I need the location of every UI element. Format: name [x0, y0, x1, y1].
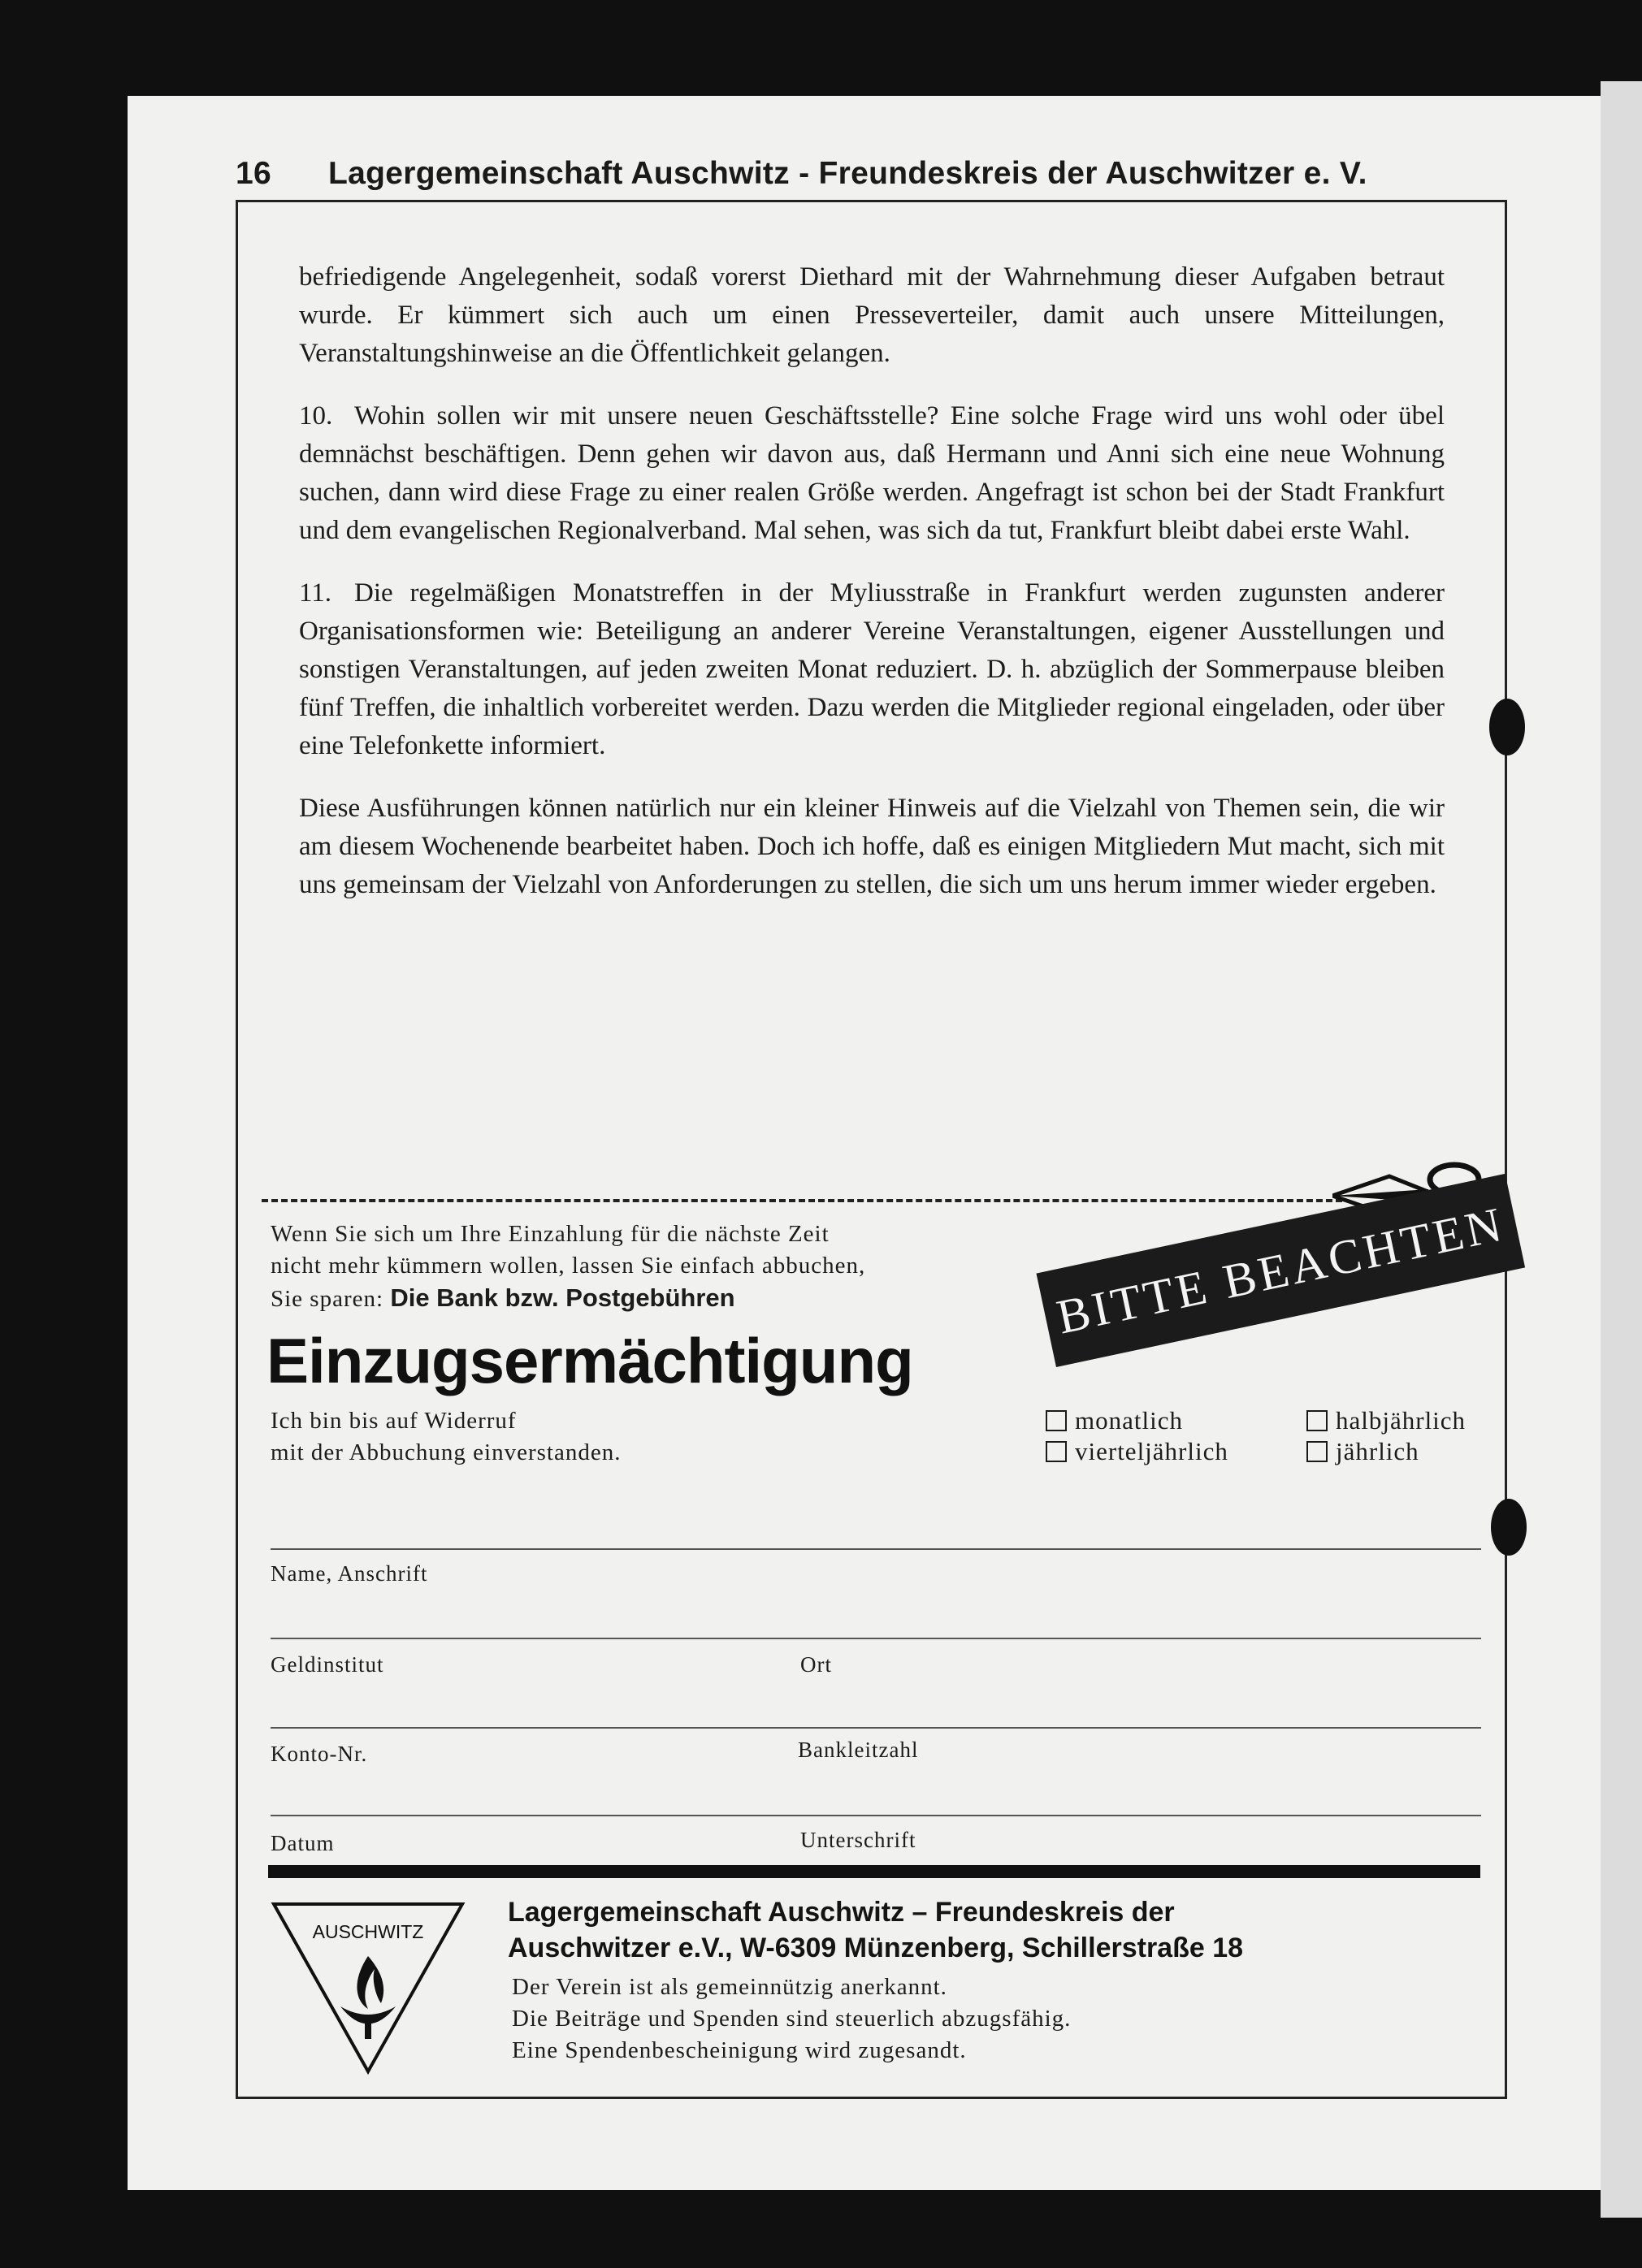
option-label: jährlich	[1336, 1437, 1419, 1465]
account-field-line[interactable]	[271, 1727, 1481, 1729]
checkbox[interactable]	[1306, 1410, 1328, 1431]
paragraph-closing: Diese Ausführungen können natürlich nur ein kleiner Hinweis auf die Vielzahl von Themen sein, die wir am diesem Wochenende bearbeitet haben. Doch ich hoffe, daß es einigen Mitgliedern Mut macht, sich mit uns gemeinsam der Vielzahl von Anforderungen zu stellen, die sich um uns herum immer wieder ergeben.	[299, 794, 1445, 899]
consent-text	[271, 1405, 758, 1469]
org-line-2: Auschwitzer e.V., W-6309 Münzenberg, Schillerstraße 18	[508, 1933, 1244, 1963]
option-quarterly[interactable]	[1046, 1437, 1228, 1466]
page-number: 16	[236, 156, 271, 191]
footer-organization	[508, 1894, 1442, 1966]
notice-stamp: BITTE BEACHTEN	[1036, 1174, 1525, 1367]
paragraph-text: Wohin sollen wir mit unsere neuen Geschäftsstelle? Eine solche Frage wird uns wohl oder übel demnächst beschäftigen. Denn gehen wir davon aus, daß Hermann und Anni sich eine neue Wohnung suchen, dann wird diese Frage zu einer realen Größe werden. Angefragt ist schon bei der Stadt Frankfurt und dem evangelischen Regionalverband. Mal sehen, was sich da tut, Frankfurt bleibt dabei erste Wahl.	[299, 401, 1445, 545]
binder-hole-bottom	[1491, 1499, 1527, 1556]
page-edge	[1601, 81, 1642, 2218]
intro-line-2: nicht mehr kümmern wollen, lassen Sie einfach abbuchen,	[271, 1253, 866, 1279]
cut-line	[262, 1199, 1342, 1202]
date-field-label: Datum	[271, 1831, 335, 1855]
org-line-1: Lagergemeinschaft Auschwitz – Freundeskreis der	[508, 1897, 1175, 1928]
city-field-label: Ort	[800, 1652, 832, 1677]
logo-text: AUSCHWITZ	[312, 1921, 424, 1942]
form-title: Einzugsermächtigung	[266, 1325, 913, 1396]
intro-savings: Die Bank bzw. Postgebühren	[390, 1283, 735, 1312]
item-number: 10.	[299, 401, 333, 431]
option-label: vierteljährlich	[1075, 1437, 1228, 1465]
page-header	[236, 156, 1438, 192]
signature-field-label: Unterschrift	[800, 1828, 916, 1852]
divider-bar	[268, 1865, 1480, 1878]
header-title: Lagergemeinschaft Auschwitz - Freundeskreis der Auschwitzer e. V.	[328, 156, 1367, 191]
item-number: 11.	[299, 578, 332, 608]
bank-field-label: Geldinstitut	[271, 1652, 384, 1677]
binder-hole-top	[1489, 699, 1525, 755]
note-2: Die Beiträge und Spenden sind steuerlich abzugsfähig.	[512, 2006, 1072, 2032]
name-field-label: Name, Anschrift	[271, 1561, 428, 1586]
option-monthly[interactable]	[1046, 1406, 1183, 1435]
note-1: Der Verein ist als gemeinnützig anerkannt.	[512, 1974, 947, 2000]
consent-line-1: Ich bin bis auf Widerruf	[271, 1408, 517, 1434]
option-yearly[interactable]	[1306, 1437, 1419, 1466]
paragraph-11	[299, 574, 1445, 765]
checkbox[interactable]	[1046, 1441, 1067, 1462]
bank-field-line[interactable]	[271, 1638, 1481, 1639]
paragraph-10	[299, 397, 1445, 550]
checkbox[interactable]	[1046, 1410, 1067, 1431]
footer-notes	[512, 1972, 1243, 2067]
option-label: monatlich	[1075, 1406, 1183, 1435]
date-field-line[interactable]	[271, 1815, 1481, 1816]
organization-logo	[271, 1899, 466, 2076]
account-field-label: Konto-Nr.	[271, 1742, 368, 1766]
checkbox[interactable]	[1306, 1441, 1328, 1462]
consent-line-2: mit der Abbuchung einverstanden.	[271, 1439, 622, 1465]
paragraph-1: befriedigende Angelegenheit, sodaß vorerst Diethard mit der Wahrnehmung dieser Aufgaben betraut wurde. Er kümmert sich auch um einen Presseverteiler, damit auch unsere Mitteilungen, Veranstaltungshinweise an die Öffentlichkeit gelangen.	[299, 262, 1445, 368]
form-intro	[271, 1218, 1051, 1315]
name-field-line[interactable]	[271, 1548, 1481, 1550]
option-half-yearly[interactable]	[1306, 1406, 1466, 1435]
intro-line-1: Wenn Sie sich um Ihre Einzahlung für die nächste Zeit	[271, 1221, 830, 1247]
sort-code-field-label: Bankleitzahl	[798, 1738, 919, 1762]
body-text	[299, 258, 1445, 928]
paragraph-text: Die regelmäßigen Monatstreffen in der Myliusstraße in Frankfurt werden zugunsten anderer Organisationsformen wie: Beteiligung an anderer Vereine Veranstaltungen, eigener Ausstellungen und sonstigen Veranstaltungen, auf jeden zweiten Monat reduziert. D. h. abzüglich der Sommerpause bleiben fünf Treffen, die inhaltlich vorbereitet werden. Dazu werden die Mitglieder regional eingeladen, oder über eine Telefonkette informiert.	[299, 578, 1445, 760]
intro-line-3	[271, 1282, 1051, 1315]
option-label: halbjährlich	[1336, 1406, 1467, 1435]
intro-prefix: Sie sparen:	[271, 1286, 384, 1312]
note-3: Eine Spendenbescheinigung wird zugesandt.	[512, 2037, 967, 2063]
